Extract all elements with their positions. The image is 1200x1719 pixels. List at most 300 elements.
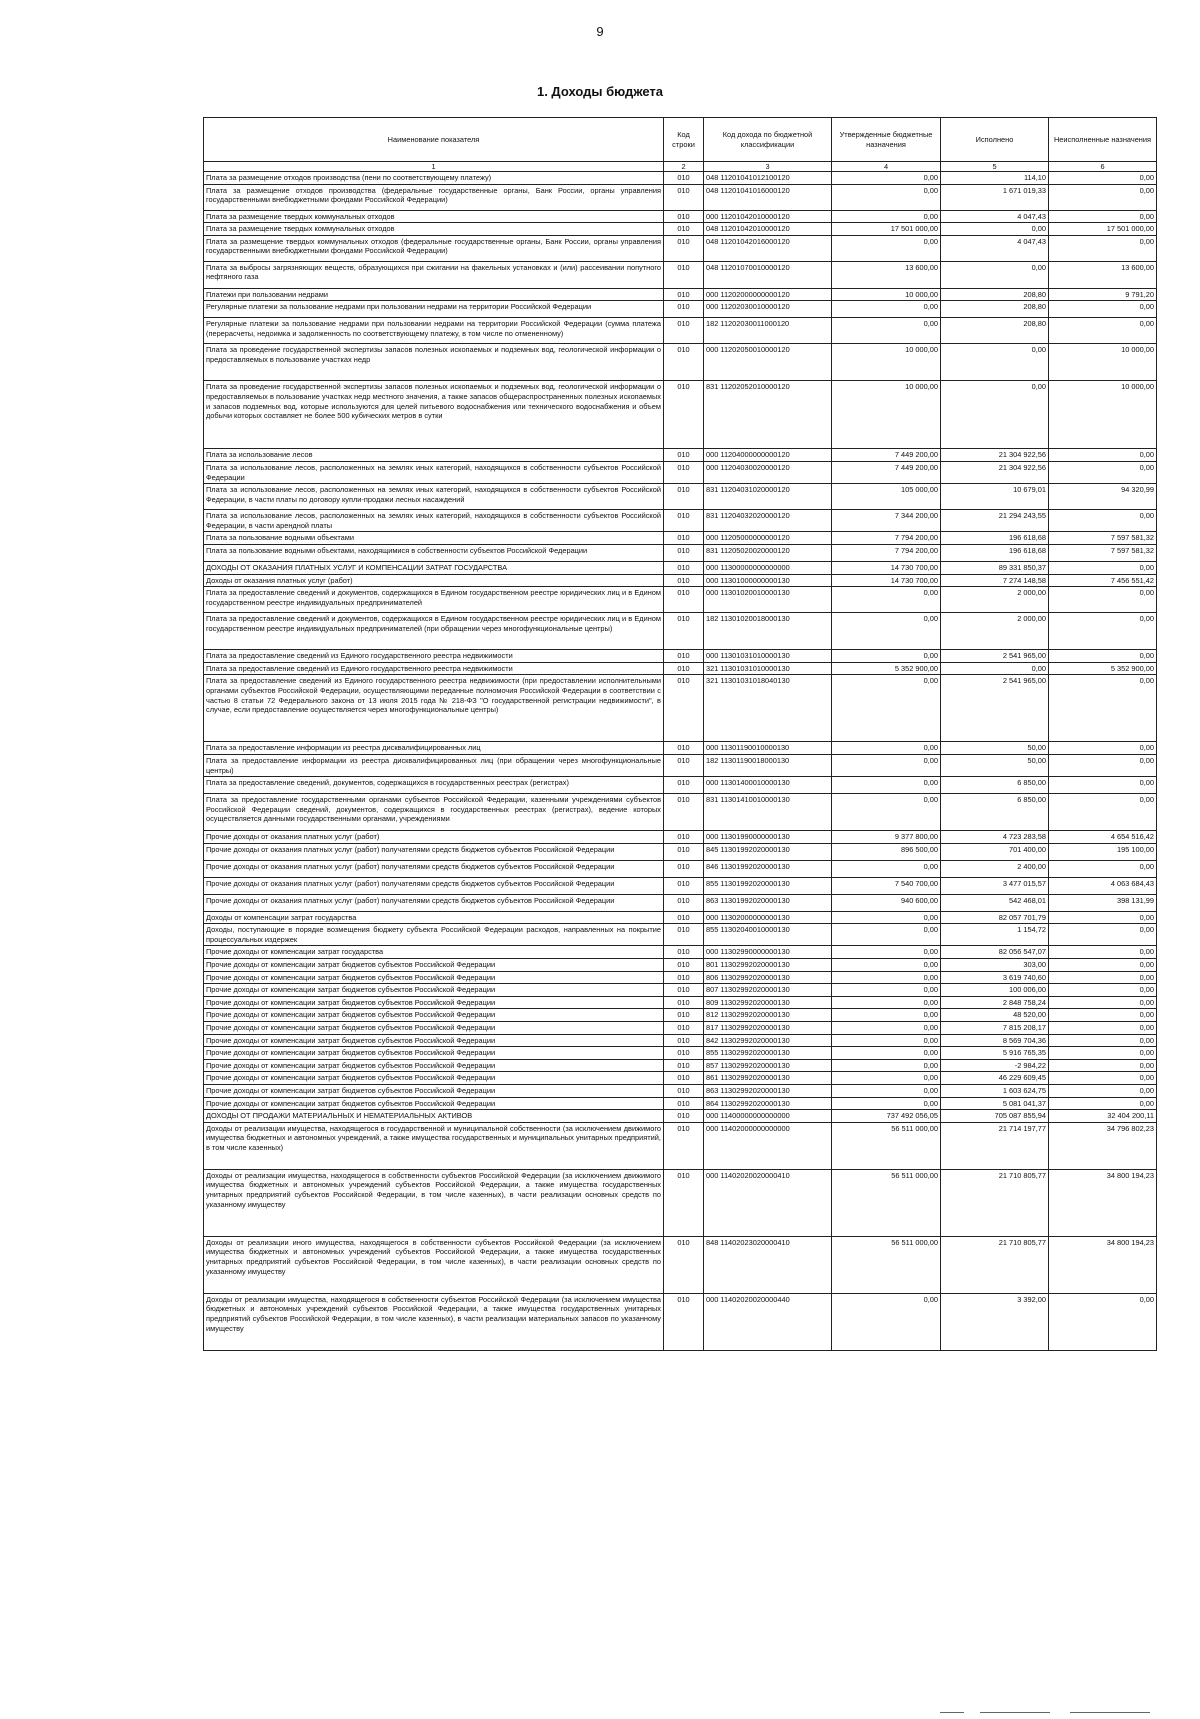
row-name: Прочие доходы от компенсации затрат бюджетов субъектов Российской Федерации bbox=[204, 971, 664, 984]
row-line-code: 010 bbox=[664, 544, 704, 561]
row-unexecuted: 5 352 900,00 bbox=[1049, 662, 1157, 675]
row-line-code: 010 bbox=[664, 959, 704, 972]
column-header-approved: Утвержденные бюджетные назначения bbox=[832, 118, 941, 162]
table-row bbox=[204, 484, 1157, 510]
table-row bbox=[204, 860, 1157, 877]
row-executed: 50,00 bbox=[941, 754, 1049, 776]
row-budget-code: 000 11301190010000130 bbox=[704, 742, 832, 755]
row-executed: 2 400,00 bbox=[941, 860, 1049, 877]
table-row bbox=[204, 1293, 1157, 1350]
row-approved: 0,00 bbox=[832, 946, 941, 959]
row-approved: 0,00 bbox=[832, 924, 941, 946]
table-header-row bbox=[204, 118, 1157, 162]
row-name: Прочие доходы от компенсации затрат бюджетов субъектов Российской Федерации bbox=[204, 1072, 664, 1085]
row-name: Плата за выбросы загрязняющих веществ, образующихся при сжигании на факельных установках и (или) рассеивании попутного нефтяного газа bbox=[204, 261, 664, 288]
row-unexecuted: 0,00 bbox=[1049, 461, 1157, 483]
row-line-code: 010 bbox=[664, 754, 704, 776]
row-name: Прочие доходы от компенсации затрат бюджетов субъектов Российской Федерации bbox=[204, 1047, 664, 1060]
row-line-code: 010 bbox=[664, 831, 704, 844]
column-number-row bbox=[204, 162, 1157, 172]
row-unexecuted: 32 404 200,11 bbox=[1049, 1110, 1157, 1123]
row-unexecuted: 0,00 bbox=[1049, 1072, 1157, 1085]
row-unexecuted: 0,00 bbox=[1049, 924, 1157, 946]
row-name: Прочие доходы от оказания платных услуг (работ) получателями средств бюджетов субъектов Российской Федерации bbox=[204, 894, 664, 911]
row-name: Прочие доходы от компенсации затрат бюджетов субъектов Российской Федерации bbox=[204, 1009, 664, 1022]
row-unexecuted: 0,00 bbox=[1049, 1047, 1157, 1060]
row-unexecuted: 0,00 bbox=[1049, 794, 1157, 831]
row-executed: 21 710 805,77 bbox=[941, 1169, 1049, 1236]
row-name: Плата за пользование водными объектами bbox=[204, 532, 664, 545]
row-name: Доходы от оказания платных услуг (работ) bbox=[204, 574, 664, 587]
row-executed: 705 087 855,94 bbox=[941, 1110, 1049, 1123]
table-row bbox=[204, 894, 1157, 911]
row-approved: 0,00 bbox=[832, 184, 941, 210]
row-name: Плата за размещение отходов производства (пени по соответствующему платежу) bbox=[204, 172, 664, 185]
row-approved: 10 000,00 bbox=[832, 381, 941, 449]
table-row bbox=[204, 1236, 1157, 1293]
row-line-code: 010 bbox=[664, 662, 704, 675]
row-line-code: 010 bbox=[664, 877, 704, 894]
row-line-code: 010 bbox=[664, 946, 704, 959]
row-line-code: 010 bbox=[664, 561, 704, 574]
row-executed: 21 710 805,77 bbox=[941, 1236, 1049, 1293]
row-executed: 114,10 bbox=[941, 172, 1049, 185]
row-budget-code: 000 11402020020000440 bbox=[704, 1293, 832, 1350]
row-budget-code: 182 11301190018000130 bbox=[704, 754, 832, 776]
row-name: Плата за размещение отходов производства (федеральные государственные органы, Банк России, органы управления государственными внебюджетными фондами Российской Федерации) bbox=[204, 184, 664, 210]
row-approved: 0,00 bbox=[832, 587, 941, 613]
row-approved: 0,00 bbox=[832, 777, 941, 794]
row-unexecuted: 0,00 bbox=[1049, 561, 1157, 574]
table-row bbox=[204, 662, 1157, 675]
row-executed: 2 000,00 bbox=[941, 587, 1049, 613]
row-budget-code: 048 11201070010000120 bbox=[704, 261, 832, 288]
row-line-code: 010 bbox=[664, 172, 704, 185]
row-approved: 56 511 000,00 bbox=[832, 1236, 941, 1293]
row-line-code: 010 bbox=[664, 924, 704, 946]
row-name: Плата за предоставление информации из реестра дисквалифицированных лиц (при обращении через многофункциональные центры) bbox=[204, 754, 664, 776]
row-executed: 5 916 765,35 bbox=[941, 1047, 1049, 1060]
row-unexecuted: 0,00 bbox=[1049, 777, 1157, 794]
row-name: Плата за использование лесов, расположенных на землях иных категорий, находящихся в собственности субъектов Российской Федерации bbox=[204, 461, 664, 483]
row-unexecuted: 10 000,00 bbox=[1049, 344, 1157, 381]
row-approved: 10 000,00 bbox=[832, 288, 941, 301]
table-row bbox=[204, 223, 1157, 236]
table-row bbox=[204, 996, 1157, 1009]
table-row bbox=[204, 675, 1157, 742]
page-number: 9 bbox=[596, 24, 604, 39]
row-approved: 0,00 bbox=[832, 1022, 941, 1035]
row-approved: 7 344 200,00 bbox=[832, 510, 941, 532]
row-line-code: 010 bbox=[664, 318, 704, 344]
row-budget-code: 848 11402023020000410 bbox=[704, 1236, 832, 1293]
row-name: Плата за предоставление сведений и документов, содержащихся в Едином государственном реестре юридических лиц и в Едином государственном реестре индивидуальных предпринимателей bbox=[204, 587, 664, 613]
row-budget-code: 000 11402000000000000 bbox=[704, 1122, 832, 1169]
row-unexecuted: 9 791,20 bbox=[1049, 288, 1157, 301]
row-executed: 89 331 850,37 bbox=[941, 561, 1049, 574]
row-budget-code: 807 11302992020000130 bbox=[704, 984, 832, 997]
row-name: Регулярные платежи за пользование недрами при пользовании недрами на территории Российской Федерации bbox=[204, 301, 664, 318]
row-name: Прочие доходы от компенсации затрат бюджетов субъектов Российской Федерации bbox=[204, 1059, 664, 1072]
row-budget-code: 855 11302040010000130 bbox=[704, 924, 832, 946]
row-approved: 0,00 bbox=[832, 1059, 941, 1072]
row-budget-code: 000 11204030020000120 bbox=[704, 461, 832, 483]
row-executed: 208,80 bbox=[941, 288, 1049, 301]
row-name: Плата за размещение твердых коммунальных отходов bbox=[204, 210, 664, 223]
column-header-line-code: Код строки bbox=[664, 118, 704, 162]
row-approved: 940 600,00 bbox=[832, 894, 941, 911]
row-line-code: 010 bbox=[664, 235, 704, 261]
row-unexecuted: 0,00 bbox=[1049, 1059, 1157, 1072]
row-executed: 0,00 bbox=[941, 261, 1049, 288]
row-line-code: 010 bbox=[664, 288, 704, 301]
row-line-code: 010 bbox=[664, 996, 704, 1009]
row-executed: 7 815 208,17 bbox=[941, 1022, 1049, 1035]
row-budget-code: 182 11202030011000120 bbox=[704, 318, 832, 344]
row-unexecuted: 0,00 bbox=[1049, 184, 1157, 210]
row-unexecuted: 0,00 bbox=[1049, 650, 1157, 663]
table-row bbox=[204, 261, 1157, 288]
row-name: Прочие доходы от компенсации затрат бюджетов субъектов Российской Федерации bbox=[204, 996, 664, 1009]
row-executed: 5 081 041,37 bbox=[941, 1097, 1049, 1110]
row-budget-code: 000 11301990000000130 bbox=[704, 831, 832, 844]
row-approved: 0,00 bbox=[832, 675, 941, 742]
row-unexecuted: 34 800 194,23 bbox=[1049, 1236, 1157, 1293]
row-unexecuted: 0,00 bbox=[1049, 946, 1157, 959]
row-budget-code: 831 11204031020000120 bbox=[704, 484, 832, 510]
row-unexecuted: 0,00 bbox=[1049, 301, 1157, 318]
row-name: Прочие доходы от оказания платных услуг (работ) получателями средств бюджетов субъектов Российской Федерации bbox=[204, 860, 664, 877]
row-budget-code: 831 11202052010000120 bbox=[704, 381, 832, 449]
row-line-code: 010 bbox=[664, 742, 704, 755]
row-budget-code: 048 11201042016000120 bbox=[704, 235, 832, 261]
table-row bbox=[204, 344, 1157, 381]
table-row bbox=[204, 381, 1157, 449]
row-budget-code: 861 11302992020000130 bbox=[704, 1072, 832, 1085]
row-approved: 56 511 000,00 bbox=[832, 1122, 941, 1169]
row-line-code: 010 bbox=[664, 1236, 704, 1293]
row-approved: 0,00 bbox=[832, 959, 941, 972]
table-row bbox=[204, 288, 1157, 301]
row-unexecuted: 0,00 bbox=[1049, 172, 1157, 185]
row-approved: 7 449 200,00 bbox=[832, 461, 941, 483]
row-budget-code: 321 11301031018040130 bbox=[704, 675, 832, 742]
row-executed: 2 848 758,24 bbox=[941, 996, 1049, 1009]
row-line-code: 010 bbox=[664, 1122, 704, 1169]
row-line-code: 010 bbox=[664, 449, 704, 462]
row-line-code: 010 bbox=[664, 484, 704, 510]
row-executed: 21 714 197,77 bbox=[941, 1122, 1049, 1169]
row-name: Плата за пользование водными объектами, находящимися в собственности субъектов Российской Федерации bbox=[204, 544, 664, 561]
row-unexecuted: 0,00 bbox=[1049, 449, 1157, 462]
row-line-code: 010 bbox=[664, 1034, 704, 1047]
column-number: 5 bbox=[941, 162, 1049, 172]
row-budget-code: 857 11302992020000130 bbox=[704, 1059, 832, 1072]
row-name: Плата за использование лесов bbox=[204, 449, 664, 462]
income-table-container bbox=[203, 117, 1156, 1351]
row-budget-code: 000 11202030010000120 bbox=[704, 301, 832, 318]
row-name: Плата за использование лесов, расположенных на землях иных категорий, находящихся в собственности субъектов Российской Федерации, в части арендной платы bbox=[204, 510, 664, 532]
row-unexecuted: 0,00 bbox=[1049, 210, 1157, 223]
row-unexecuted: 0,00 bbox=[1049, 613, 1157, 650]
column-header-executed: Исполнено bbox=[941, 118, 1049, 162]
row-name: Прочие доходы от оказания платных услуг (работ) получателями средств бюджетов субъектов Российской Федерации bbox=[204, 843, 664, 860]
row-executed: 10 679,01 bbox=[941, 484, 1049, 510]
row-budget-code: 000 11302990000000130 bbox=[704, 946, 832, 959]
row-executed: 701 400,00 bbox=[941, 843, 1049, 860]
row-approved: 0,00 bbox=[832, 613, 941, 650]
row-budget-code: 812 11302992020000130 bbox=[704, 1009, 832, 1022]
row-unexecuted: 0,00 bbox=[1049, 510, 1157, 532]
row-unexecuted: 195 100,00 bbox=[1049, 843, 1157, 860]
row-name: Плата за проведение государственной экспертизы запасов полезных ископаемых и подземных вод, геологической информации о предоставляемых в пользование участках недр bbox=[204, 344, 664, 381]
row-approved: 0,00 bbox=[832, 971, 941, 984]
row-executed: 208,80 bbox=[941, 301, 1049, 318]
table-row bbox=[204, 1009, 1157, 1022]
row-line-code: 010 bbox=[664, 777, 704, 794]
table-row bbox=[204, 1097, 1157, 1110]
row-budget-code: 842 11302992020000130 bbox=[704, 1034, 832, 1047]
row-approved: 14 730 700,00 bbox=[832, 561, 941, 574]
row-budget-code: 000 11301020010000130 bbox=[704, 587, 832, 613]
row-budget-code: 863 11301992020000130 bbox=[704, 894, 832, 911]
row-approved: 9 377 800,00 bbox=[832, 831, 941, 844]
column-header-budget-code: Код дохода по бюджетной классификации bbox=[704, 118, 832, 162]
table-row bbox=[204, 574, 1157, 587]
row-budget-code: 863 11302992020000130 bbox=[704, 1085, 832, 1098]
table-row bbox=[204, 561, 1157, 574]
row-budget-code: 048 11201041012100120 bbox=[704, 172, 832, 185]
row-name: Прочие доходы от компенсации затрат бюджетов субъектов Российской Федерации bbox=[204, 1097, 664, 1110]
row-name: Доходы от реализации имущества, находящегося в собственности субъектов Российской Федерации (за исключением движимого имущества бюджетных и автономных учреждений субъектов Российской Федерации, а также имущества государственных унитарных предприятий субъектов Российской Федерации, в том числе казенных), в части реализации основных средств по указанному имуществу bbox=[204, 1169, 664, 1236]
row-executed: 196 618,68 bbox=[941, 544, 1049, 561]
row-executed: 303,00 bbox=[941, 959, 1049, 972]
row-approved: 10 000,00 bbox=[832, 344, 941, 381]
row-budget-code: 000 11402020020000410 bbox=[704, 1169, 832, 1236]
row-executed: 48 520,00 bbox=[941, 1009, 1049, 1022]
row-budget-code: 000 11302000000000130 bbox=[704, 911, 832, 924]
row-unexecuted: 0,00 bbox=[1049, 587, 1157, 613]
row-budget-code: 000 11301031010000130 bbox=[704, 650, 832, 663]
row-executed: 4 047,43 bbox=[941, 235, 1049, 261]
row-unexecuted: 0,00 bbox=[1049, 984, 1157, 997]
table-row bbox=[204, 911, 1157, 924]
row-name: Плата за предоставление сведений из Единого государственного реестра недвижимости bbox=[204, 650, 664, 663]
row-name: Плата за предоставление информации из реестра дисквалифицированных лиц bbox=[204, 742, 664, 755]
row-line-code: 010 bbox=[664, 184, 704, 210]
row-budget-code: 846 11301992020000130 bbox=[704, 860, 832, 877]
row-approved: 0,00 bbox=[832, 794, 941, 831]
row-executed: 2 000,00 bbox=[941, 613, 1049, 650]
row-approved: 7 449 200,00 bbox=[832, 449, 941, 462]
row-executed: 6 850,00 bbox=[941, 777, 1049, 794]
table-row bbox=[204, 742, 1157, 755]
row-unexecuted: 0,00 bbox=[1049, 675, 1157, 742]
table-row bbox=[204, 210, 1157, 223]
row-unexecuted: 10 000,00 bbox=[1049, 381, 1157, 449]
row-approved: 7 794 200,00 bbox=[832, 544, 941, 561]
row-unexecuted: 0,00 bbox=[1049, 1009, 1157, 1022]
row-budget-code: 817 11302992020000130 bbox=[704, 1022, 832, 1035]
row-unexecuted: 34 800 194,23 bbox=[1049, 1169, 1157, 1236]
row-unexecuted: 7 597 581,32 bbox=[1049, 544, 1157, 561]
row-line-code: 010 bbox=[664, 1059, 704, 1072]
row-executed: 0,00 bbox=[941, 381, 1049, 449]
section-title: 1. Доходы бюджета bbox=[536, 84, 664, 99]
table-row bbox=[204, 172, 1157, 185]
table-row bbox=[204, 510, 1157, 532]
table-row bbox=[204, 877, 1157, 894]
row-budget-code: 864 11302992020000130 bbox=[704, 1097, 832, 1110]
row-approved: 56 511 000,00 bbox=[832, 1169, 941, 1236]
row-name: Прочие доходы от компенсации затрат бюджетов субъектов Российской Федерации bbox=[204, 959, 664, 972]
table-row bbox=[204, 1022, 1157, 1035]
row-budget-code: 855 11302992020000130 bbox=[704, 1047, 832, 1060]
row-executed: 3 392,00 bbox=[941, 1293, 1049, 1350]
row-executed: 0,00 bbox=[941, 662, 1049, 675]
row-line-code: 010 bbox=[664, 261, 704, 288]
row-budget-code: 855 11301992020000130 bbox=[704, 877, 832, 894]
row-unexecuted: 0,00 bbox=[1049, 1034, 1157, 1047]
row-line-code: 010 bbox=[664, 210, 704, 223]
scan-edge-marks bbox=[940, 1712, 1160, 1715]
row-approved: 0,00 bbox=[832, 742, 941, 755]
row-approved: 13 600,00 bbox=[832, 261, 941, 288]
row-budget-code: 000 11205000000000120 bbox=[704, 532, 832, 545]
row-executed: 82 057 701,79 bbox=[941, 911, 1049, 924]
row-name: ДОХОДЫ ОТ ПРОДАЖИ МАТЕРИАЛЬНЫХ И НЕМАТЕРИАЛЬНЫХ АКТИВОВ bbox=[204, 1110, 664, 1123]
row-line-code: 010 bbox=[664, 1110, 704, 1123]
row-name: Прочие доходы от оказания платных услуг (работ) получателями средств бюджетов субъектов Российской Федерации bbox=[204, 877, 664, 894]
row-unexecuted: 7 597 581,32 bbox=[1049, 532, 1157, 545]
row-budget-code: 000 11301400010000130 bbox=[704, 777, 832, 794]
table-row bbox=[204, 1122, 1157, 1169]
table-row bbox=[204, 1110, 1157, 1123]
row-line-code: 010 bbox=[664, 971, 704, 984]
table-row bbox=[204, 1085, 1157, 1098]
row-approved: 17 501 000,00 bbox=[832, 223, 941, 236]
row-budget-code: 845 11301992020000130 bbox=[704, 843, 832, 860]
table-row bbox=[204, 301, 1157, 318]
row-executed: 50,00 bbox=[941, 742, 1049, 755]
row-unexecuted: 0,00 bbox=[1049, 742, 1157, 755]
row-executed: 3 619 740,60 bbox=[941, 971, 1049, 984]
table-row bbox=[204, 587, 1157, 613]
row-approved: 0,00 bbox=[832, 301, 941, 318]
table-row bbox=[204, 1072, 1157, 1085]
row-budget-code: 182 11301020018000130 bbox=[704, 613, 832, 650]
row-approved: 0,00 bbox=[832, 172, 941, 185]
table-row bbox=[204, 1059, 1157, 1072]
row-name: Прочие доходы от компенсации затрат бюджетов субъектов Российской Федерации bbox=[204, 1034, 664, 1047]
row-name: Прочие доходы от оказания платных услуг (работ) bbox=[204, 831, 664, 844]
table-row bbox=[204, 843, 1157, 860]
row-line-code: 010 bbox=[664, 1072, 704, 1085]
row-approved: 0,00 bbox=[832, 1034, 941, 1047]
row-line-code: 010 bbox=[664, 461, 704, 483]
row-unexecuted: 0,00 bbox=[1049, 959, 1157, 972]
row-name: Доходы от реализации имущества, находящегося в собственности субъектов Российской Федерации (за исключением имущества бюджетных и автономных учреждений субъектов Российской Федерации, а также имущества государственных унитарных предприятий субъектов Российской Федерации, в том числе казенных), в части реализации материальных запасов по указанному имуществу bbox=[204, 1293, 664, 1350]
row-executed: 196 618,68 bbox=[941, 532, 1049, 545]
table-row bbox=[204, 831, 1157, 844]
row-line-code: 010 bbox=[664, 1047, 704, 1060]
row-budget-code: 000 11400000000000000 bbox=[704, 1110, 832, 1123]
row-line-code: 010 bbox=[664, 344, 704, 381]
table-row bbox=[204, 318, 1157, 344]
row-budget-code: 000 11301000000000130 bbox=[704, 574, 832, 587]
row-unexecuted: 34 796 802,23 bbox=[1049, 1122, 1157, 1169]
row-approved: 0,00 bbox=[832, 210, 941, 223]
row-unexecuted: 0,00 bbox=[1049, 860, 1157, 877]
row-name: Плата за предоставление сведений, документов, содержащихся в государственных реестрах (регистрах) bbox=[204, 777, 664, 794]
row-approved: 14 730 700,00 bbox=[832, 574, 941, 587]
row-line-code: 010 bbox=[664, 574, 704, 587]
row-approved: 0,00 bbox=[832, 1293, 941, 1350]
row-name: Плата за проведение государственной экспертизы запасов полезных ископаемых и подземных вод, геологической информации о предоставляемых в пользование участках недр местного значения, а также запасов общераспространенных полезных ископаемых и запасов подземных вод, которые используются для целей питьевого водоснабжения или технического водоснабжения и объем добычи которых составляет не более 500 кубических метров в сутки bbox=[204, 381, 664, 449]
row-executed: 46 229 609,45 bbox=[941, 1072, 1049, 1085]
row-budget-code: 806 11302992020000130 bbox=[704, 971, 832, 984]
row-approved: 0,00 bbox=[832, 1072, 941, 1085]
income-table bbox=[203, 117, 1157, 1351]
row-approved: 105 000,00 bbox=[832, 484, 941, 510]
row-line-code: 010 bbox=[664, 223, 704, 236]
row-unexecuted: 0,00 bbox=[1049, 1022, 1157, 1035]
row-name: Плата за предоставление сведений из Единого государственного реестра недвижимости bbox=[204, 662, 664, 675]
row-name: Доходы от реализации имущества, находящегося в государственной и муниципальной собственности (за исключением движимого имущества бюджетных и автономных учреждений, а также имущества государственных и муниципальных унитарных предприятий, в том числе казенных) bbox=[204, 1122, 664, 1169]
row-executed: 1 154,72 bbox=[941, 924, 1049, 946]
row-line-code: 010 bbox=[664, 1085, 704, 1098]
row-executed: 6 850,00 bbox=[941, 794, 1049, 831]
row-budget-code: 000 11202050010000120 bbox=[704, 344, 832, 381]
row-approved: 737 492 056,05 bbox=[832, 1110, 941, 1123]
row-executed: 2 541 965,00 bbox=[941, 675, 1049, 742]
row-line-code: 010 bbox=[664, 794, 704, 831]
row-budget-code: 000 11300000000000000 bbox=[704, 561, 832, 574]
table-row bbox=[204, 959, 1157, 972]
row-budget-code: 831 11301410010000130 bbox=[704, 794, 832, 831]
row-budget-code: 831 11204032020000120 bbox=[704, 510, 832, 532]
row-executed: 7 274 148,58 bbox=[941, 574, 1049, 587]
row-executed: 0,00 bbox=[941, 223, 1049, 236]
row-executed: 1 603 624,75 bbox=[941, 1085, 1049, 1098]
row-approved: 896 500,00 bbox=[832, 843, 941, 860]
row-unexecuted: 0,00 bbox=[1049, 971, 1157, 984]
row-executed: 21 304 922,56 bbox=[941, 461, 1049, 483]
row-executed: 8 569 704,36 bbox=[941, 1034, 1049, 1047]
table-row bbox=[204, 184, 1157, 210]
row-unexecuted: 0,00 bbox=[1049, 235, 1157, 261]
row-unexecuted: 0,00 bbox=[1049, 318, 1157, 344]
table-row bbox=[204, 754, 1157, 776]
row-budget-code: 048 11201041016000120 bbox=[704, 184, 832, 210]
row-name: Плата за предоставление сведений и документов, содержащихся в Едином государственном реестре юридических лиц и в Едином государственном реестре индивидуальных предпринимателей (при обращении через многофункциональные центры) bbox=[204, 613, 664, 650]
row-line-code: 010 bbox=[664, 613, 704, 650]
row-name: Доходы от компенсации затрат государства bbox=[204, 911, 664, 924]
row-executed: 100 006,00 bbox=[941, 984, 1049, 997]
row-line-code: 010 bbox=[664, 1022, 704, 1035]
row-approved: 0,00 bbox=[832, 235, 941, 261]
column-number: 3 bbox=[704, 162, 832, 172]
row-approved: 0,00 bbox=[832, 1085, 941, 1098]
table-row bbox=[204, 946, 1157, 959]
row-unexecuted: 0,00 bbox=[1049, 911, 1157, 924]
table-row bbox=[204, 1169, 1157, 1236]
row-line-code: 010 bbox=[664, 381, 704, 449]
row-name: Прочие доходы от компенсации затрат бюджетов субъектов Российской Федерации bbox=[204, 984, 664, 997]
table-row bbox=[204, 971, 1157, 984]
row-unexecuted: 0,00 bbox=[1049, 1085, 1157, 1098]
row-executed: 2 541 965,00 bbox=[941, 650, 1049, 663]
